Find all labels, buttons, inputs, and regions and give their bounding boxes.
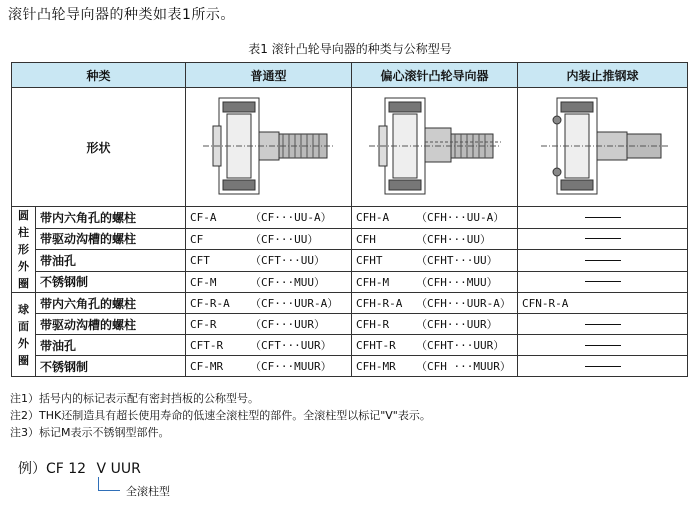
cell-eccentric bbox=[352, 314, 518, 335]
cell-eccentric bbox=[352, 293, 518, 314]
cell-standard bbox=[186, 335, 352, 356]
not-available-dash bbox=[585, 366, 621, 367]
group-label-spherical: 球面外圈 bbox=[12, 293, 36, 377]
cell-standard bbox=[186, 207, 352, 229]
header-type: 种类 bbox=[12, 63, 186, 88]
code: CFH-A bbox=[356, 211, 390, 225]
cell-eccentric bbox=[352, 228, 518, 250]
thrust-ball-cam-follower-drawing bbox=[533, 90, 673, 202]
shape-label: 形状 bbox=[12, 88, 186, 207]
note-2: 注2）THK还制造具有超长使用寿命的低速全滚柱型的部件。全滚柱型以标记"V"表示。 bbox=[10, 409, 431, 422]
code: CFHT-R bbox=[356, 339, 396, 352]
code-sealed: （CFH···UUR-A） bbox=[416, 297, 511, 310]
table-row bbox=[12, 293, 688, 314]
row-type: 带驱动沟槽的螺柱 bbox=[36, 228, 186, 250]
cell-standard bbox=[186, 314, 352, 335]
code-sealed: （CFHT···UU） bbox=[416, 254, 498, 268]
cell-standard bbox=[186, 356, 352, 377]
code: CFH-R bbox=[356, 318, 390, 331]
notes bbox=[10, 390, 431, 441]
cell-eccentric bbox=[352, 207, 518, 229]
example-prefix: 例）CF 12 bbox=[18, 461, 87, 477]
row-type: 带内六角孔的螺柱 bbox=[36, 207, 186, 229]
cell-thrust-ball bbox=[518, 228, 688, 250]
shape-thrust-ball bbox=[518, 88, 688, 207]
cell-thrust-ball bbox=[518, 356, 688, 377]
code: CF-R bbox=[190, 318, 217, 331]
cell-standard bbox=[186, 250, 352, 272]
code-sealed: （CF···UUR） bbox=[250, 318, 325, 331]
code: CFH bbox=[356, 232, 376, 246]
row-type: 不锈钢制 bbox=[36, 356, 186, 377]
code: CFH-M bbox=[356, 275, 390, 289]
cell-thrust-ball: CFN-R-A bbox=[518, 293, 688, 314]
eccentric-cam-follower-drawing bbox=[365, 90, 505, 202]
cell-eccentric bbox=[352, 335, 518, 356]
code: CF-M bbox=[190, 275, 217, 289]
note-3: 注3）标记M表示不锈钢型部件。 bbox=[10, 426, 170, 439]
table-row bbox=[12, 228, 688, 250]
not-available-dash bbox=[585, 345, 621, 346]
code-sealed: （CF···UUR-A） bbox=[250, 297, 339, 310]
code-sealed: （CF···UU-A） bbox=[250, 211, 332, 225]
cell-thrust-ball bbox=[518, 271, 688, 293]
cell-eccentric bbox=[352, 271, 518, 293]
example-v: V bbox=[96, 461, 107, 477]
header-row bbox=[12, 63, 688, 88]
row-type: 带驱动沟槽的螺柱 bbox=[36, 314, 186, 335]
table-row bbox=[12, 207, 688, 229]
header-eccentric: 偏心滚针凸轮导向器 bbox=[352, 63, 518, 88]
row-type: 不锈钢制 bbox=[36, 271, 186, 293]
cell-eccentric bbox=[352, 356, 518, 377]
code-sealed: （CFH···UU-A） bbox=[416, 211, 505, 225]
not-available-dash bbox=[585, 324, 621, 325]
header-standard: 普通型 bbox=[186, 63, 352, 88]
code-sealed: （CFH···UUR） bbox=[416, 318, 498, 331]
not-available-dash bbox=[585, 238, 621, 239]
cell-standard bbox=[186, 228, 352, 250]
not-available-dash bbox=[585, 281, 621, 282]
code: CFH-MR bbox=[356, 360, 396, 373]
table-row bbox=[12, 271, 688, 293]
example-code bbox=[18, 458, 141, 478]
cell-thrust-ball bbox=[518, 335, 688, 356]
shape-standard bbox=[186, 88, 352, 207]
note-1: 注1）括号内的标记表示配有密封挡板的公称型号。 bbox=[10, 392, 259, 405]
code: CF-A bbox=[190, 211, 217, 225]
row-type: 带油孔 bbox=[36, 335, 186, 356]
intro-text: 滚针凸轮导向器的种类如表1所示。 bbox=[8, 7, 235, 23]
code-sealed: （CF···MUU） bbox=[250, 275, 325, 289]
code-sealed: （CF···MUUR） bbox=[250, 360, 332, 373]
code: CFH-R-A bbox=[356, 297, 403, 310]
code-sealed: （CFT···UUR） bbox=[250, 339, 332, 352]
code-sealed: （CFT···UU） bbox=[250, 254, 325, 268]
not-available-dash bbox=[585, 217, 621, 218]
shape-row bbox=[12, 88, 688, 207]
example-pointer-line bbox=[98, 477, 99, 490]
header-thrust-ball: 内装止推钢球 bbox=[518, 63, 688, 88]
not-available-dash bbox=[585, 260, 621, 261]
cell-standard bbox=[186, 293, 352, 314]
row-type: 带内六角孔的螺柱 bbox=[36, 293, 186, 314]
code-sealed: （CF···UU） bbox=[250, 232, 319, 246]
example-label: 全滚柱型 bbox=[126, 485, 170, 498]
code-sealed: （CFH···MUU） bbox=[416, 275, 498, 289]
group-label-cylindrical: 圆柱形外圈 bbox=[12, 207, 36, 293]
code: CFT bbox=[190, 254, 210, 268]
shape-eccentric bbox=[352, 88, 518, 207]
cell-thrust-ball bbox=[518, 207, 688, 229]
code-sealed: （CFHT···UUR） bbox=[416, 339, 505, 352]
code: CF-MR bbox=[190, 360, 224, 373]
cell-eccentric bbox=[352, 250, 518, 272]
table-row bbox=[12, 335, 688, 356]
code-sealed: （CFH···UU） bbox=[416, 232, 491, 246]
example-suffix: UUR bbox=[110, 461, 141, 477]
table-row bbox=[12, 356, 688, 377]
standard-cam-follower-drawing bbox=[199, 90, 339, 202]
row-type: 带油孔 bbox=[36, 250, 186, 272]
types-table bbox=[11, 62, 688, 377]
code: CFHT bbox=[356, 254, 383, 268]
cell-thrust-ball bbox=[518, 314, 688, 335]
example-pointer-line bbox=[98, 490, 120, 491]
cell-thrust-ball bbox=[518, 250, 688, 272]
code: CF bbox=[190, 232, 204, 246]
code: CFT-R bbox=[190, 339, 224, 352]
table-caption: 表1 滚针凸轮导向器的种类与公称型号 bbox=[248, 42, 452, 56]
code-sealed: （CFH ···MUUR） bbox=[416, 360, 511, 373]
table-row bbox=[12, 314, 688, 335]
code: CF-R-A bbox=[190, 297, 230, 310]
table-row bbox=[12, 250, 688, 272]
cell-standard bbox=[186, 271, 352, 293]
